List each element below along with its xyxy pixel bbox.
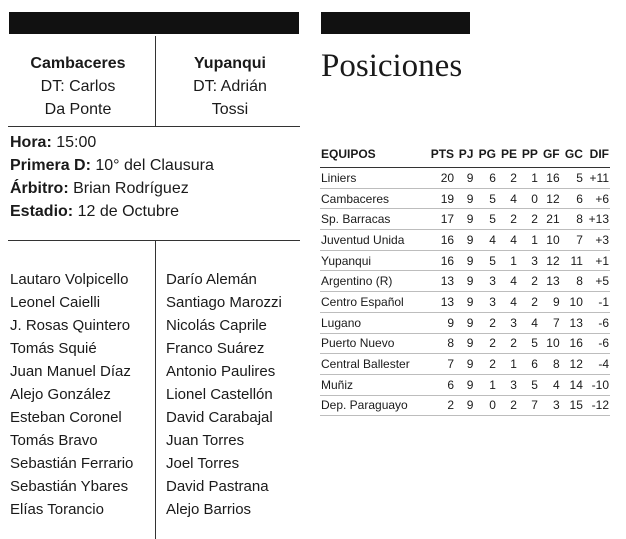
team-cell: Lugano: [320, 312, 426, 333]
stat-cell: 4: [497, 292, 518, 313]
table-row: [320, 333, 610, 354]
stat-cell: 2: [474, 333, 497, 354]
stat-cell: 7: [426, 354, 455, 375]
stat-cell: -12: [584, 395, 610, 416]
team-divider: [155, 36, 156, 126]
standings-body: [320, 168, 610, 416]
player-name: David Carabajal: [166, 409, 273, 426]
player-name: David Pastrana: [166, 478, 269, 495]
player-name: Lautaro Volpicello: [10, 271, 129, 288]
standings-header-row: [320, 146, 610, 168]
column-header-pts: PTS: [426, 146, 455, 168]
table-row: [320, 354, 610, 375]
team-cell: Puerto Nuevo: [320, 333, 426, 354]
away-coach-line-1: DT: Adrián: [193, 78, 267, 95]
table-row: [320, 292, 610, 313]
stat-cell: 8: [539, 354, 561, 375]
stat-cell: 1: [497, 354, 518, 375]
player-name: Sebastián Ybares: [10, 478, 129, 495]
info-value: 10° del Clausura: [95, 157, 214, 174]
info-value: Brian Rodríguez: [73, 180, 189, 197]
stat-cell: -1: [584, 292, 610, 313]
team-cell: Dep. Paraguayo: [320, 395, 426, 416]
info-label: Hora:: [10, 134, 52, 151]
header-bar-left: [9, 12, 299, 34]
stat-cell: -4: [584, 354, 610, 375]
table-row: [320, 168, 610, 189]
team-cell: Juventud Unida: [320, 230, 426, 251]
column-header-pe: PE: [497, 146, 518, 168]
player-name: Antonio Paulires: [166, 363, 276, 380]
info-round: [10, 154, 214, 177]
stat-cell: 9: [455, 374, 474, 395]
stat-cell: 0: [518, 188, 539, 209]
player-name: Joel Torres: [166, 455, 240, 472]
player-name: Lionel Castellón: [166, 386, 273, 403]
stat-cell: 7: [518, 395, 539, 416]
player-name: Alejo Barrios: [166, 501, 252, 518]
player-name: Juan Manuel Díaz: [10, 363, 131, 380]
stat-cell: 1: [497, 250, 518, 271]
table-row: [320, 209, 610, 230]
stat-cell: 19: [426, 188, 455, 209]
match-info: [10, 131, 214, 223]
team-cell: Cambaceres: [320, 188, 426, 209]
stat-cell: 9: [455, 188, 474, 209]
table-row: [320, 188, 610, 209]
stat-cell: 5: [474, 188, 497, 209]
info-label: Árbitro:: [10, 180, 69, 197]
team-cell: Central Ballester: [320, 354, 426, 375]
column-header-pj: PJ: [455, 146, 474, 168]
home-coach-line-1: DT: Carlos: [40, 78, 116, 95]
stat-cell: 14: [561, 374, 584, 395]
divider-rule: [8, 240, 300, 241]
player-name: Elías Torancio: [10, 501, 104, 518]
team-cell: Muñiz: [320, 374, 426, 395]
stat-cell: 9: [455, 271, 474, 292]
info-time: [10, 131, 214, 154]
stat-cell: 13: [426, 271, 455, 292]
stat-cell: 8: [426, 333, 455, 354]
stat-cell: 16: [426, 230, 455, 251]
player-name: Tomás Bravo: [10, 432, 98, 449]
team-cell: Sp. Barracas: [320, 209, 426, 230]
stat-cell: 12: [539, 250, 561, 271]
stat-cell: +6: [584, 188, 610, 209]
stat-cell: 9: [455, 354, 474, 375]
stat-cell: 5: [518, 374, 539, 395]
stat-cell: 9: [455, 333, 474, 354]
stat-cell: 17: [426, 209, 455, 230]
stat-cell: 10: [539, 230, 561, 251]
player-name: Esteban Coronel: [10, 409, 122, 426]
info-stadium: [10, 200, 214, 223]
info-label: Primera D:: [10, 157, 91, 174]
stat-cell: 1: [518, 168, 539, 189]
stat-cell: 7: [561, 230, 584, 251]
stat-cell: 13: [539, 271, 561, 292]
standings-table: [320, 146, 610, 416]
info-label: Estadio:: [10, 203, 74, 220]
stat-cell: 12: [561, 354, 584, 375]
stat-cell: 10: [539, 333, 561, 354]
stat-cell: 2: [426, 395, 455, 416]
stat-cell: 5: [474, 250, 497, 271]
stat-cell: 9: [539, 292, 561, 313]
table-row: [320, 395, 610, 416]
stat-cell: 21: [539, 209, 561, 230]
stat-cell: 9: [455, 168, 474, 189]
player-name: Tomás Squié: [10, 340, 97, 357]
player-name: Franco Suárez: [166, 340, 265, 357]
team-cell: Centro Español: [320, 292, 426, 313]
lineup-divider: [155, 241, 156, 539]
stat-cell: 4: [497, 188, 518, 209]
stat-cell: 7: [539, 312, 561, 333]
stat-cell: 3: [474, 292, 497, 313]
stat-cell: 8: [561, 209, 584, 230]
stat-cell: 5: [518, 333, 539, 354]
stat-cell: 3: [518, 250, 539, 271]
stat-cell: 9: [455, 230, 474, 251]
column-header-gf: GF: [539, 146, 561, 168]
stat-cell: 6: [474, 168, 497, 189]
stat-cell: 3: [474, 271, 497, 292]
player-name: J. Rosas Quintero: [10, 317, 131, 334]
player-name: Nicolás Caprile: [166, 317, 267, 334]
stat-cell: 2: [497, 395, 518, 416]
stat-cell: 6: [561, 188, 584, 209]
stat-cell: -6: [584, 333, 610, 354]
home-coach-line-2: Da Ponte: [44, 101, 112, 118]
away-coach-line-2: Tossi: [211, 101, 249, 118]
stat-cell: 5: [474, 209, 497, 230]
stat-cell: 2: [497, 168, 518, 189]
stat-cell: -10: [584, 374, 610, 395]
home-team-block: [8, 52, 148, 121]
table-row: [320, 312, 610, 333]
standings-title: Posiciones: [321, 48, 463, 84]
stat-cell: 11: [561, 250, 584, 271]
info-referee: [10, 177, 214, 200]
table-row: [320, 250, 610, 271]
stat-cell: +11: [584, 168, 610, 189]
stat-cell: 2: [474, 312, 497, 333]
stat-cell: 12: [539, 188, 561, 209]
stat-cell: 2: [518, 292, 539, 313]
away-team-block: [160, 52, 300, 121]
stat-cell: 10: [561, 292, 584, 313]
stat-cell: +3: [584, 230, 610, 251]
stat-cell: -6: [584, 312, 610, 333]
stat-cell: 9: [455, 250, 474, 271]
home-lineup: [10, 268, 133, 521]
stat-cell: 2: [497, 333, 518, 354]
stat-cell: 16: [539, 168, 561, 189]
player-name: Darío Alemán: [166, 271, 257, 288]
stat-cell: 20: [426, 168, 455, 189]
header-bar-right: [321, 12, 470, 34]
stat-cell: 2: [518, 271, 539, 292]
stat-cell: 5: [561, 168, 584, 189]
stat-cell: 16: [561, 333, 584, 354]
player-name: Sebastián Ferrario: [10, 455, 134, 472]
team-cell: Argentino (R): [320, 271, 426, 292]
info-value: 15:00: [56, 134, 97, 151]
stat-cell: 9: [455, 395, 474, 416]
away-team-name: Yupanqui: [194, 55, 266, 72]
stat-cell: 9: [455, 292, 474, 313]
team-cell: Yupanqui: [320, 250, 426, 271]
stat-cell: 2: [474, 354, 497, 375]
stat-cell: 6: [518, 354, 539, 375]
stat-cell: +1: [584, 250, 610, 271]
stat-cell: 9: [426, 312, 455, 333]
stat-cell: 3: [497, 374, 518, 395]
stat-cell: 16: [426, 250, 455, 271]
stat-cell: 4: [474, 230, 497, 251]
stat-cell: 4: [497, 271, 518, 292]
column-header-dif: DIF: [584, 146, 610, 168]
stat-cell: 3: [497, 312, 518, 333]
player-name: Leonel Caielli: [10, 294, 101, 311]
column-header-team: EQUIPOS: [320, 146, 426, 168]
stat-cell: 8: [561, 271, 584, 292]
stat-cell: 1: [474, 374, 497, 395]
stat-cell: 9: [455, 312, 474, 333]
stat-cell: 15: [561, 395, 584, 416]
player-name: Santiago Marozzi: [166, 294, 282, 311]
player-name: Juan Torres: [166, 432, 245, 449]
stat-cell: 9: [455, 209, 474, 230]
table-row: [320, 230, 610, 251]
stat-cell: 3: [539, 395, 561, 416]
stat-cell: +5: [584, 271, 610, 292]
stat-cell: 2: [518, 209, 539, 230]
stat-cell: 13: [426, 292, 455, 313]
stat-cell: 0: [474, 395, 497, 416]
stat-cell: 6: [426, 374, 455, 395]
home-team-name: Cambaceres: [30, 55, 126, 72]
stat-cell: 4: [539, 374, 561, 395]
stat-cell: +13: [584, 209, 610, 230]
away-lineup: [166, 268, 282, 521]
table-row: [320, 271, 610, 292]
column-header-pg: PG: [474, 146, 497, 168]
info-value: 12 de Octubre: [77, 203, 179, 220]
divider-rule: [8, 126, 300, 127]
stat-cell: 4: [497, 230, 518, 251]
stat-cell: 1: [518, 230, 539, 251]
column-header-pp: PP: [518, 146, 539, 168]
stat-cell: 4: [518, 312, 539, 333]
stat-cell: 13: [561, 312, 584, 333]
team-cell: Liniers: [320, 168, 426, 189]
column-header-gc: GC: [561, 146, 584, 168]
table-row: [320, 374, 610, 395]
stat-cell: 2: [497, 209, 518, 230]
player-name: Alejo González: [10, 386, 111, 403]
